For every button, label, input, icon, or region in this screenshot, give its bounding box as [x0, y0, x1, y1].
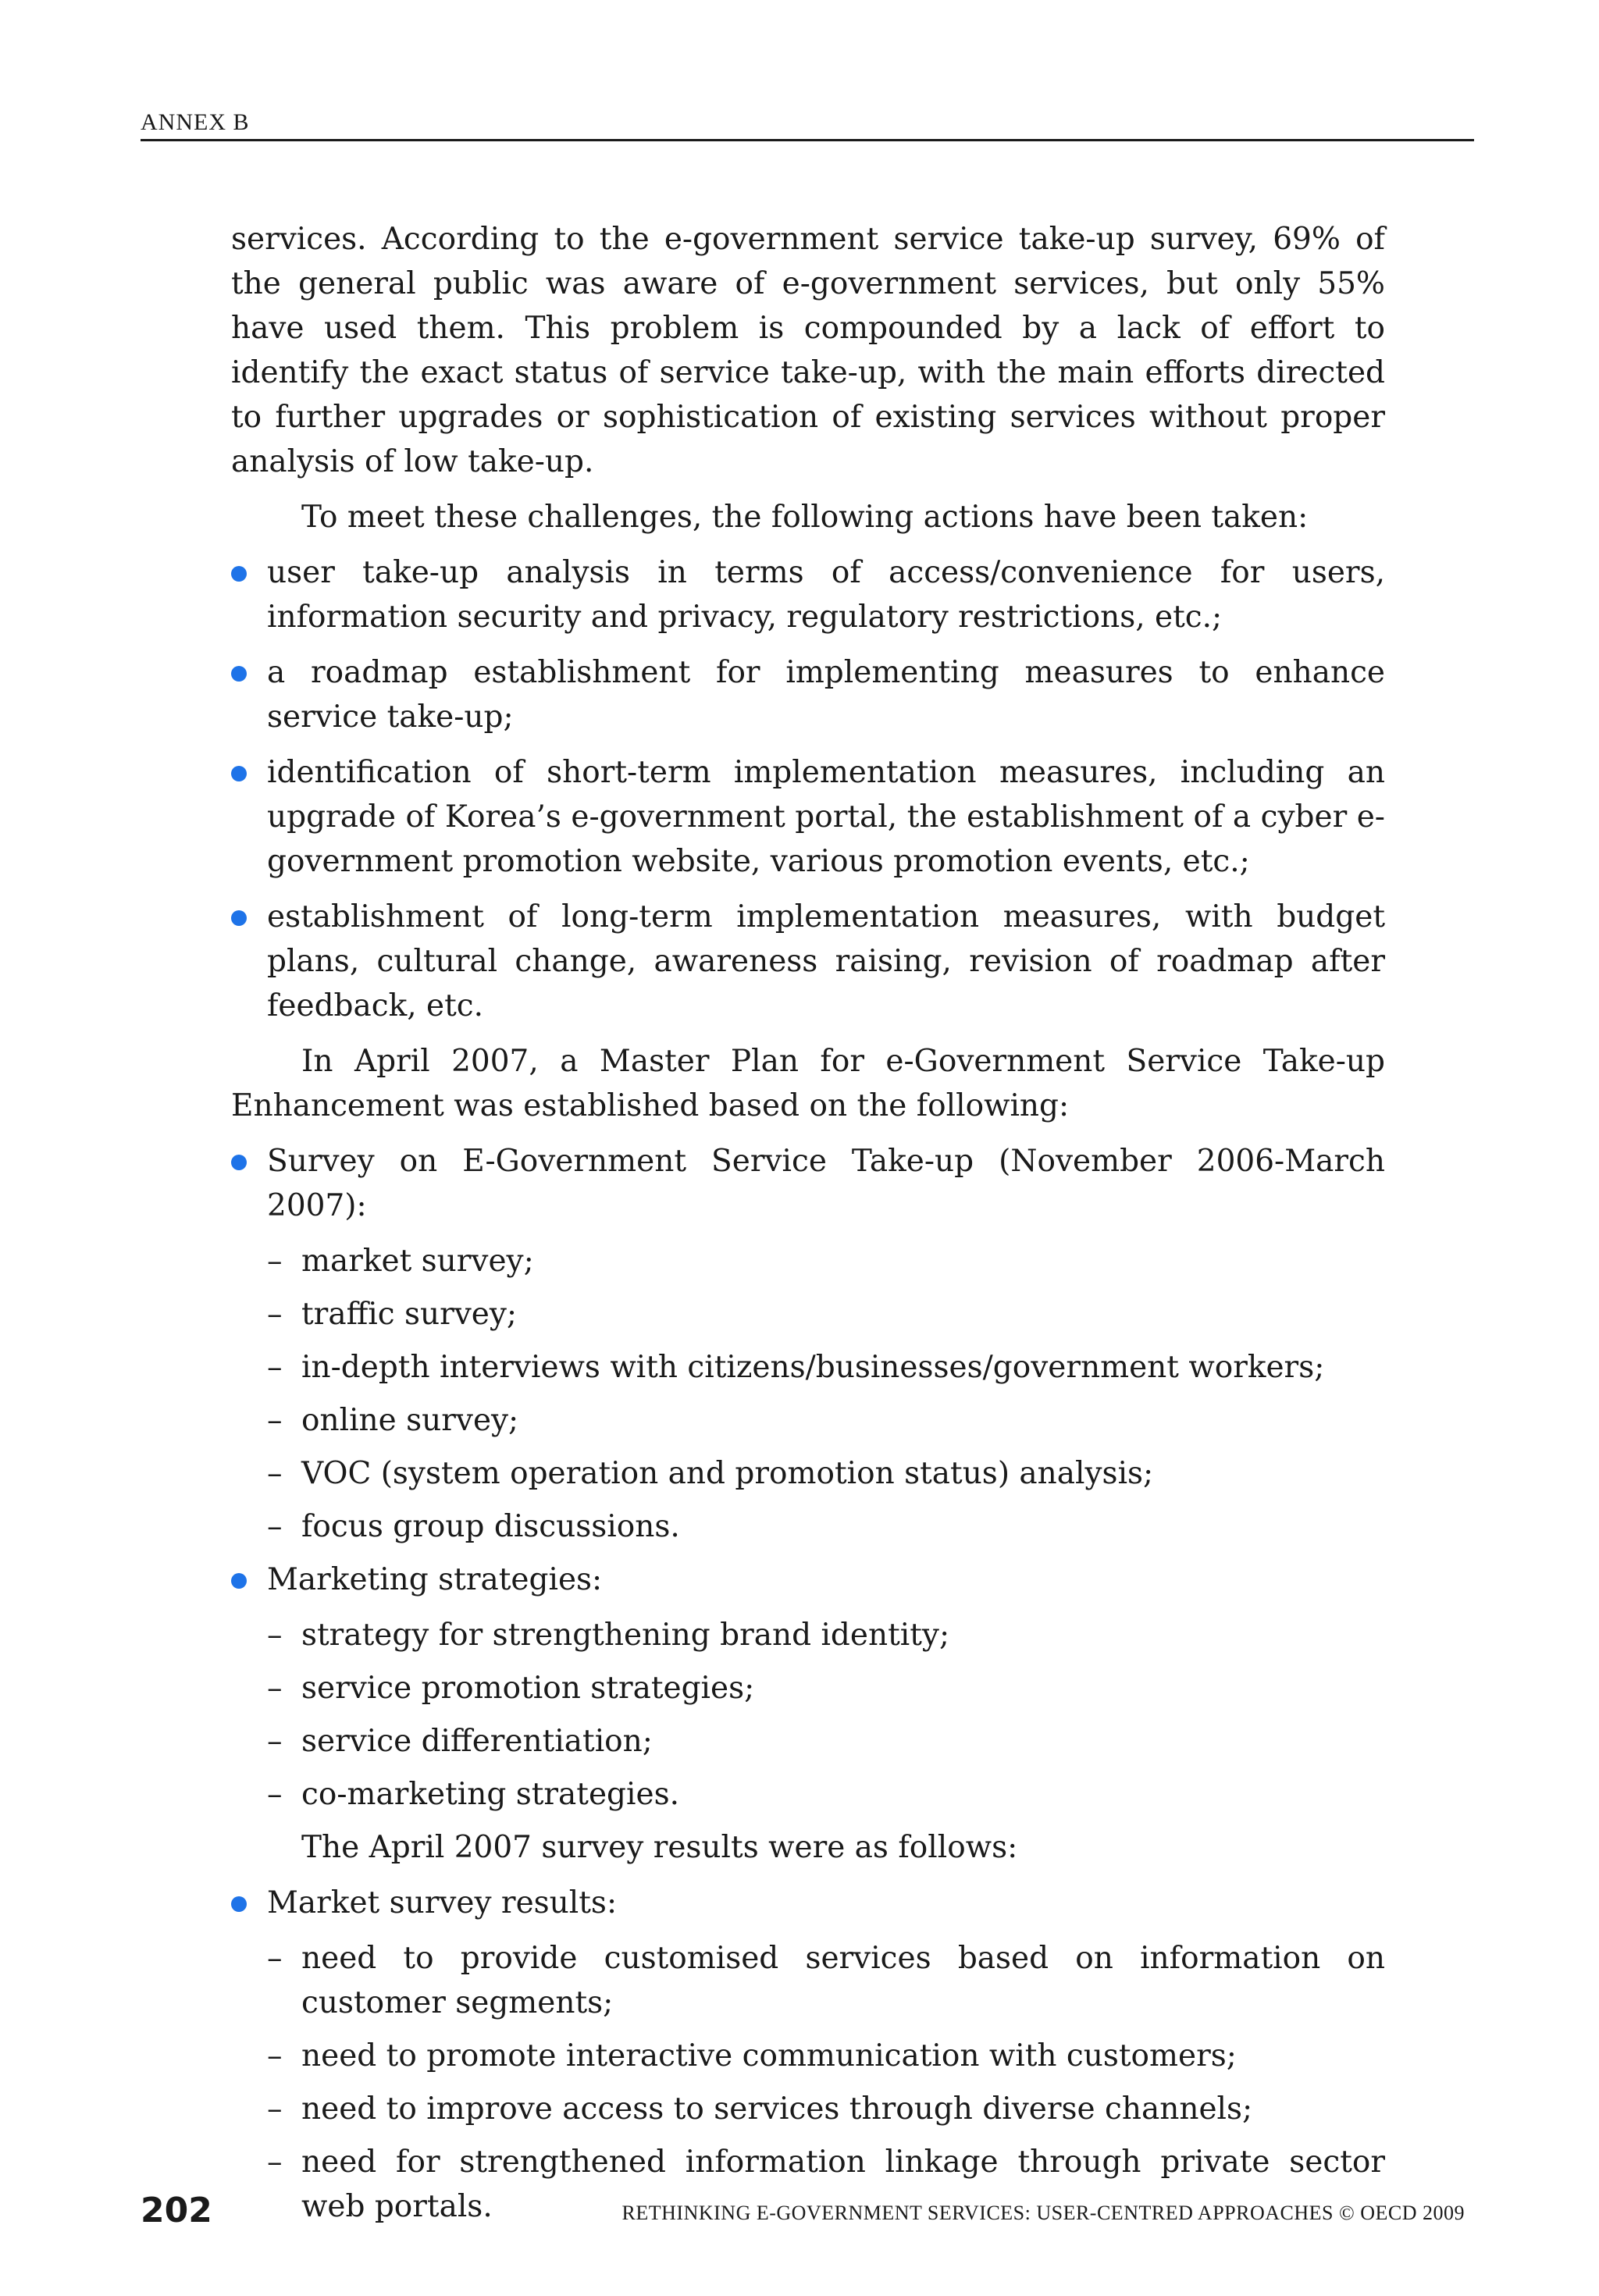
bullet-dot-icon [231, 766, 247, 781]
bullet-item [231, 650, 1385, 739]
bullet-item [231, 1881, 1385, 1925]
dash-mark: – [267, 1403, 283, 1438]
bullet-dot-icon [231, 1573, 247, 1589]
bullet-item [231, 750, 1385, 884]
dash-mark: – [267, 2091, 283, 2127]
dash-item [231, 1398, 1385, 1443]
page-number: 202 [141, 2191, 212, 2230]
dash-text: need to promote interactive communication with customers; [301, 2038, 1237, 2074]
dash-text: need for strengthened information linkage through private sector web portals. [301, 2145, 1385, 2224]
bullet-dot-icon [231, 1896, 247, 1912]
dash-mark: – [267, 1297, 283, 1332]
dash-text: online survey; [301, 1403, 519, 1438]
bullet-text: Marketing strategies: [267, 1562, 603, 1597]
paragraph: The April 2007 survey results were as follows: [301, 1830, 1018, 1865]
dash-mark: – [267, 1350, 283, 1385]
dash-mark: – [267, 1941, 283, 1976]
dash-item [231, 1719, 1385, 1764]
paragraph: In April 2007, a Master Plan for e-Government Service Take-up Enhancement was established based on the following: [231, 1044, 1385, 1123]
running-head: ANNEX B [141, 109, 250, 135]
dash-text: VOC (system operation and promotion status) analysis; [301, 1456, 1154, 1491]
dash-mark: – [267, 1671, 283, 1706]
dash-text: strategy for strengthening brand identity; [301, 1618, 950, 1653]
dash-text: service differentiation; [301, 1724, 653, 1759]
dash-text: need to improve access to services through diverse channels; [301, 2091, 1253, 2127]
bullet-item [231, 1557, 1385, 1602]
dash-item [231, 1666, 1385, 1710]
dash-item [231, 2034, 1385, 2078]
dash-text: need to provide customised services based on information on customer segments; [301, 1941, 1385, 2020]
dash-item [231, 1613, 1385, 1657]
dash-mark: – [267, 1509, 283, 1544]
dash-text: in-depth interviews with citizens/businesses/government workers; [301, 1350, 1325, 1385]
dash-mark: – [267, 1777, 283, 1812]
dash-text: focus group discussions. [301, 1509, 680, 1544]
bullet-dot-icon [231, 1155, 247, 1170]
bullet-item [231, 1139, 1385, 1228]
dash-mark: – [267, 1456, 283, 1491]
dash-item [231, 1936, 1385, 2025]
dash-mark: – [267, 1724, 283, 1759]
dash-item [231, 1292, 1385, 1337]
bullet-dot-icon [231, 666, 247, 682]
bullet-item [231, 895, 1385, 1028]
bullet-item [231, 550, 1385, 639]
dash-mark: – [267, 2038, 283, 2074]
bullet-text: a roadmap establishment for implementing measures to enhance service take-up; [267, 655, 1385, 735]
header-rule [141, 139, 1474, 141]
dash-item [231, 1772, 1385, 1817]
dash-item [231, 1239, 1385, 1283]
bullet-text: Survey on E-Government Service Take-up (November 2006-March 2007): [267, 1144, 1385, 1223]
dash-text: co-marketing strategies. [301, 1777, 679, 1812]
dash-text: traffic survey; [301, 1297, 518, 1332]
bullet-dot-icon [231, 566, 247, 582]
bullet-text: establishment of long-term implementation measures, with budget plans, cultural change, awareness raising, revision of roadmap after feedback, etc. [267, 899, 1385, 1023]
dash-item [231, 1345, 1385, 1390]
body-text [231, 217, 1385, 2237]
bullet-text: identification of short-term implementation measures, including an upgrade of Korea’s e-government portal, the establishment of a cyber e-government promotion website, various promotion events, etc.; [267, 755, 1385, 879]
dash-item [231, 2087, 1385, 2131]
footer-title: RETHINKING E-GOVERNMENT SERVICES: USER-CENTRED APPROACHES © OECD 2009 [621, 2202, 1465, 2224]
dash-item [231, 1451, 1385, 1496]
paragraph: services. According to the e-government service take-up survey, 69% of the general public was aware of e-government services, but only 55% have used them. This problem is compounded by a lack of effort to identify the exact status of service take-up, with the main efforts directed to further upgrades or sophistication of existing services without proper analysis of low take-up. [231, 222, 1385, 479]
dash-mark: – [267, 1618, 283, 1653]
bullet-text: user take-up analysis in terms of access/convenience for users, information security and privacy, regulatory restrictions, etc.; [267, 555, 1385, 635]
paragraph: To meet these challenges, the following actions have been taken: [301, 500, 1309, 535]
dash-mark: – [267, 2145, 283, 2180]
dash-text: market survey; [301, 1244, 534, 1279]
dash-text: service promotion strategies; [301, 1671, 755, 1706]
bullet-text: Market survey results: [267, 1885, 618, 1920]
bullet-dot-icon [231, 910, 247, 926]
dash-mark: – [267, 1244, 283, 1279]
dash-item [231, 1504, 1385, 1549]
